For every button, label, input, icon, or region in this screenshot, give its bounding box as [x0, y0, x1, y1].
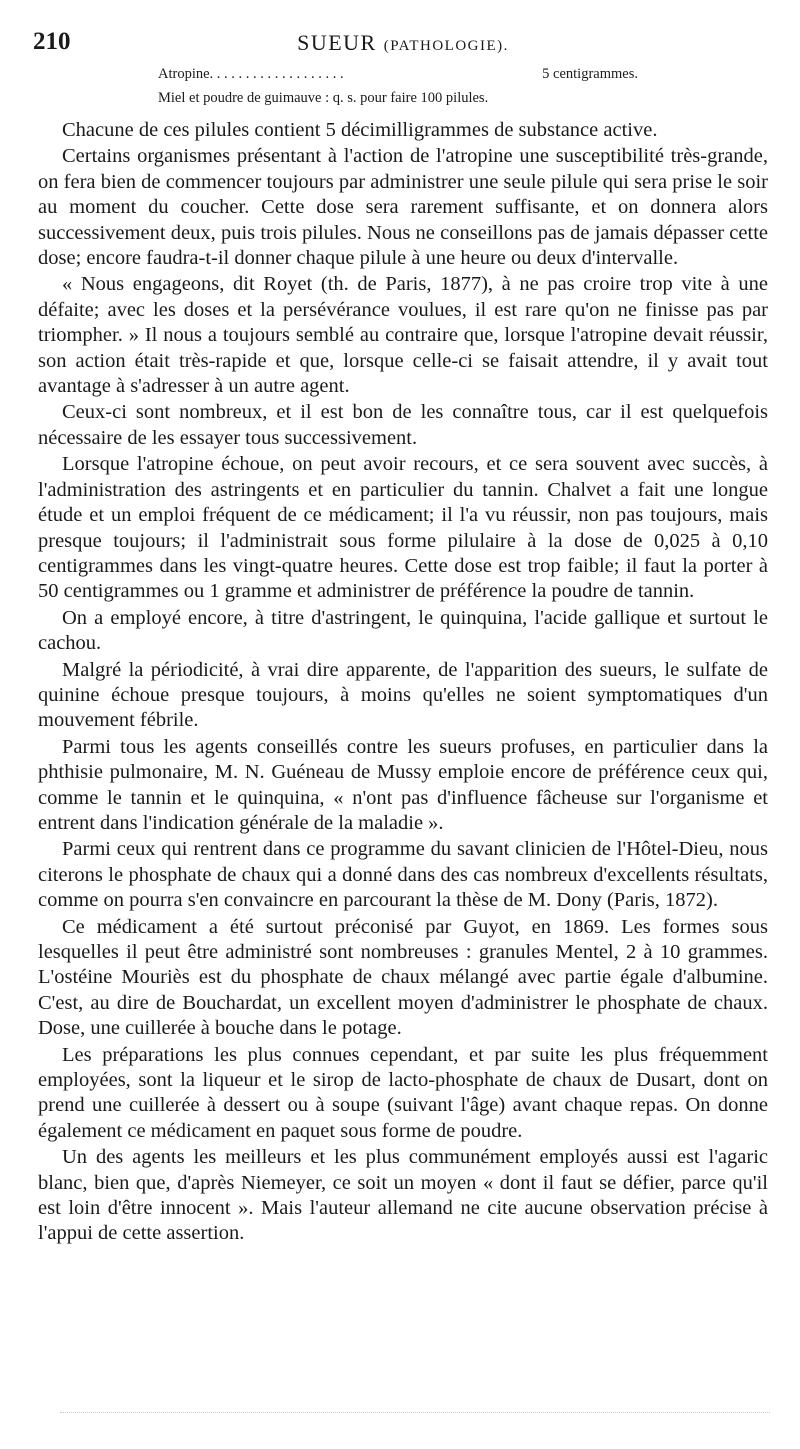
formula-line-excipient: Miel et poudre de guimauve : q. s. pour faire 100 pilules. [158, 90, 489, 106]
formula-quantity: 5 centigrammes. [542, 66, 638, 82]
paragraph: Lorsque l'atropine échoue, on peut avoir recours, et ce sera souvent avec succès, à l'administration des astringents et en particulier du tannin. Chalvet a fait une longue étude et un emploi fréquent de ce médicament; il l'a vu réussir, non pas toujours, mais presque toujours; il l'administrait sous forme pilulaire à la dose de 0,025 à 0,10 centigrammes dans les vingt-quatre heures. Cette dose est trop faible; il faut la porter à 50 centigrammes ou 1 gramme et administrer de préférence la poudre de tannin. [38, 453, 768, 603]
paragraph: On a employé encore, à titre d'astringent, le quinquina, l'acide gallique et surtout le cachou. [38, 606, 768, 655]
running-title [33, 30, 773, 56]
paragraph: Parmi ceux qui rentrent dans ce programme du savant clinicien de l'Hôtel-Dieu, nous citerons le phosphate de chaux qui a donné dans des cas nombreux d'excellents résultats, comme on pourra s'en convaincre en parcourant la thèse de M. Dony (Paris, 1872). [38, 838, 768, 912]
paragraph: Les préparations les plus connues cependant, et par suite les plus fréquemment employées, sont la liqueur et le sirop de lacto-phosphate de chaux de Dusart, dont on prend une cuillerée à dessert ou à soupe (suivant l'âge) avant chaque repas. On donne également ce médicament en paquet sous forme de poudre. [38, 1043, 768, 1142]
formula-line-atropine [158, 66, 638, 83]
paragraph: Un des agents les meilleurs et les plus communément employés aussi est l'agaric blanc, bien que, d'après Niemeyer, ce soit un moyen « dont il faut se défier, parce qu'il est loin d'être innocent ». Mais l'auteur allemand ne cite aucune observation précise à l'appui de cette assertion. [38, 1146, 768, 1245]
paragraph: Ceux-ci sont nombreux, et il est bon de les connaître tous, car il est quelquefois nécessaire de les essayer tous successivement. [38, 401, 768, 449]
paragraph: « Nous engageons, dit Royet (th. de Paris, 1877), à ne pas croire trop vite à une défaite; avec les doses et la persévérance voulues, il est rare qu'on ne finisse pas par triompher. » Il nous a toujours semblé au contraire que, lorsque l'atropine devait réussir, son action était très-rapide et que, lorsque celle-ci se faisait attendre, il y avait tout avantage à s'adresser à un autre agent. [38, 273, 768, 398]
paragraph: Parmi tous les agents conseillés contre les sueurs profuses, en particulier dans la phthisie pulmonaire, M. N. Guéneau de Mussy emploie encore de préférence ceux qui, comme le tannin et le quinquina, « n'ont pas d'influence fâcheuse sur l'organisme et entrent dans l'indication générale de la maladie ». [38, 735, 768, 834]
formula-ingredient: Atropine. . . . . . . . . . . . . . . . . . . [158, 66, 344, 82]
bleed-through-line [60, 1412, 770, 1413]
running-title-sub: (PATHOLOGIE). [383, 38, 509, 54]
page-number: 210 [33, 28, 71, 55]
running-title-main: SUEUR [297, 30, 377, 55]
paragraph: Certains organismes présentant à l'action de l'atropine une susceptibilité très-grande, on fera bien de commencer toujours par administrer une seule pilule qui sera prise le soir au moment du coucher. Cette dose sera rarement suffisante, et on donnera alors successivement deux, puis trois pilules. Nous ne conseillons pas de jamais dépasser cette dose; encore faudra-t-il donner chaque pilule à une heure ou deux d'intervalle. [38, 145, 768, 270]
paragraph: Malgré la périodicité, à vrai dire apparente, de l'apparition des sueurs, le sulfate de quinine échoue presque toujours, à moins qu'elles ne soient symptomatiques d'un mouvement fébrile. [38, 658, 768, 732]
paragraph: Ce médicament a été surtout préconisé par Guyot, en 1869. Les formes sous lesquelles il peut être administré sont nombreuses : granules Mentel, 2 à 10 grammes. L'ostéine Mouriès est du phosphate de chaux mélangé avec partie égale d'albumine. C'est, au dire de Bouchardat, un excellent moyen d'administrer le phosphate de chaux. Dose, une cuillerée à bouche dans le potage. [38, 915, 768, 1040]
page-header [33, 28, 773, 60]
paragraph: Chacune de ces pilules contient 5 décimilligrammes de substance active. [62, 119, 658, 141]
body-text [38, 118, 768, 1247]
